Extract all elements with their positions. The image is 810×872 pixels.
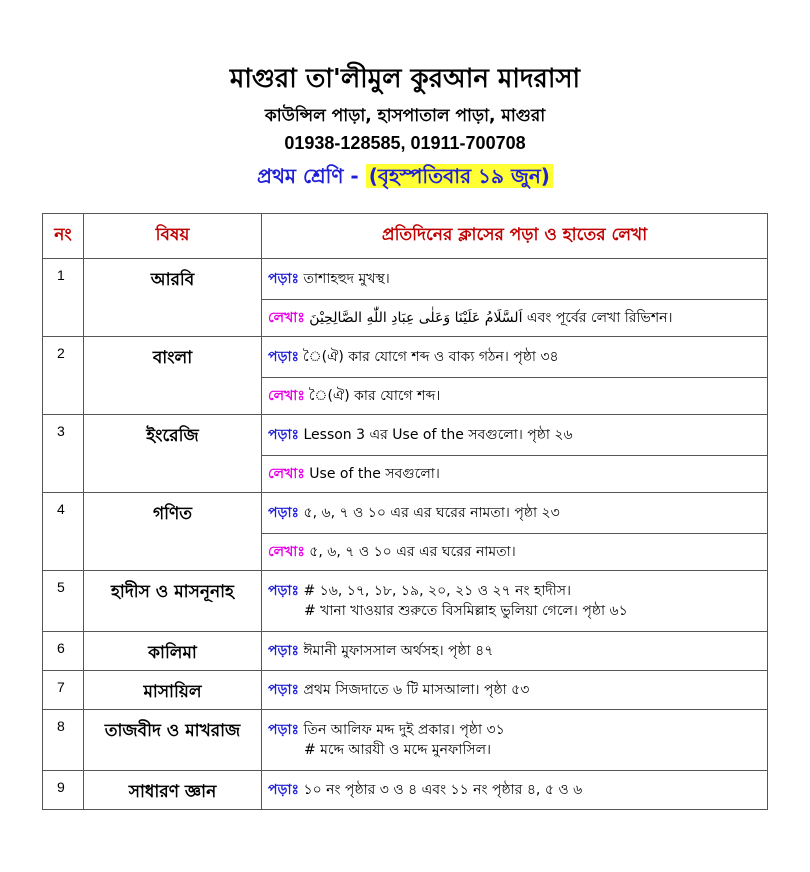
work-line <box>268 269 761 289</box>
row-number: 7 <box>43 671 84 710</box>
work-cell <box>262 378 768 415</box>
read-label: পড়াঃ <box>268 427 300 443</box>
table-row <box>43 493 768 534</box>
work-line <box>268 542 761 562</box>
work-extra-line: # খানা খাওয়ার শুরুতে বিসমিল্লাহ ভুলিয়া গেলে। পৃষ্ঠা ৬১ <box>304 603 628 619</box>
table-row <box>43 771 768 810</box>
row-subject: বাংলা <box>84 337 262 415</box>
work-text: তাশাহহুদ মুখস্থ। <box>299 271 390 287</box>
work-text: اَلسَّلَامُ عَلَيْنَا وَعَلٰى عِبَادِ اللّٰهِ الصَّالِحِيْنَ এবং পূর্বের লেখা রিভিশন। <box>304 310 673 326</box>
work-cell <box>262 337 768 378</box>
read-label: পড়াঃ <box>268 583 300 599</box>
work-cell <box>262 300 768 337</box>
work-text: Use of the সবগুলো। <box>304 466 440 482</box>
madrasa-address: কাউন্সিল পাড়া, হাসপাতাল পাড়া, মাগুরা <box>264 106 546 126</box>
work-line <box>268 641 761 661</box>
read-label: পড়াঃ <box>268 271 300 287</box>
row-subject: হাদীস ও মাসনূনাহ <box>84 571 262 632</box>
header-number: নং <box>43 214 84 259</box>
write-label: লেখাঃ <box>268 466 305 482</box>
work-text: Lesson 3 এর Use of the সবগুলো। পৃষ্ঠা ২৬ <box>299 427 573 443</box>
row-subject: মাসায়িল <box>84 671 262 710</box>
work-text: ঈমানী মুফাসসাল অর্থসহ। পৃষ্ঠা ৪৭ <box>299 643 494 659</box>
row-number: 6 <box>43 632 84 671</box>
row-subject: আরবি <box>84 259 262 337</box>
row-subject: কালিমা <box>84 632 262 671</box>
work-line <box>268 581 761 601</box>
table-row <box>43 671 768 710</box>
write-label: লেখাঃ <box>268 388 305 404</box>
phone-numbers: 01938-128585, 01911-700708 <box>284 133 526 153</box>
row-number: 2 <box>43 337 84 415</box>
read-label: পড়াঃ <box>268 505 300 521</box>
work-line <box>268 503 761 523</box>
work-line <box>268 464 761 484</box>
separator: - <box>343 164 366 188</box>
header-work: প্রতিদিনের ক্লাসের পড়া ও হাতের লেখা <box>262 214 768 259</box>
class-work-table <box>42 213 768 810</box>
table-row <box>43 415 768 456</box>
read-label: পড়াঃ <box>268 782 300 798</box>
work-line <box>268 720 761 740</box>
table-row <box>43 632 768 671</box>
work-text: প্রথম সিজদাতে ৬ টি মাসআলা। পৃষ্ঠা ৫৩ <box>299 682 530 698</box>
row-number: 1 <box>43 259 84 337</box>
work-text: ৈ(ঐ) কার যোগে শব্দ ও বাক্য গঠন। পৃষ্ঠা ৩৪ <box>299 349 559 365</box>
work-cell <box>262 493 768 534</box>
write-label: লেখাঃ <box>268 310 305 326</box>
work-line <box>268 425 761 445</box>
table-row <box>43 259 768 300</box>
work-line <box>268 308 761 328</box>
work-cell <box>262 671 768 710</box>
row-number: 9 <box>43 771 84 810</box>
work-cell <box>262 415 768 456</box>
row-subject: সাধারণ জ্ঞান <box>84 771 262 810</box>
work-line <box>268 386 761 406</box>
write-label: লেখাঃ <box>268 544 305 560</box>
madrasa-title: মাগুরা তা'লীমুল কুরআন মাদরাসা <box>229 64 581 94</box>
class-line <box>0 162 810 195</box>
work-text: ১০ নং পৃষ্ঠার ৩ ও ৪ এবং ১১ নং পৃষ্ঠার ৪, ৫ ও ৬ <box>299 782 583 798</box>
work-cell <box>262 456 768 493</box>
row-number: 4 <box>43 493 84 571</box>
work-cell <box>262 259 768 300</box>
work-text: # ১৬, ১৭, ১৮, ১৯, ২০, ২১ ও ২৭ নং হাদীস। <box>299 583 571 599</box>
work-extra-line: # মদ্দে আরযী ও মদ্দে মুনফাসিল। <box>304 742 492 758</box>
row-subject: তাজবীদ ও মাখরাজ <box>84 710 262 771</box>
read-label: পড়াঃ <box>268 722 300 738</box>
table-row <box>43 571 768 632</box>
work-cell <box>262 534 768 571</box>
row-number: 8 <box>43 710 84 771</box>
class-name: প্রথম শ্রেণি <box>257 164 344 188</box>
work-cell <box>262 710 768 771</box>
read-label: পড়াঃ <box>268 682 300 698</box>
work-line <box>268 347 761 367</box>
work-text: ৈ(ঐ) কার যোগে শব্দ। <box>304 388 441 404</box>
work-line <box>268 780 761 800</box>
table-row <box>43 337 768 378</box>
work-cell <box>262 632 768 671</box>
row-subject: গণিত <box>84 493 262 571</box>
read-label: পড়াঃ <box>268 643 300 659</box>
work-cell <box>262 571 768 632</box>
work-text: ৫, ৬, ৭ ও ১০ এর এর ঘরের নামতা। পৃষ্ঠা ২৩ <box>299 505 560 521</box>
work-cell <box>262 771 768 810</box>
read-label: পড়াঃ <box>268 349 300 365</box>
row-number: 3 <box>43 415 84 493</box>
work-line <box>268 680 761 700</box>
day-date-highlight: (বৃহস্পতিবার ১৯ জুন) <box>366 164 553 188</box>
row-number: 5 <box>43 571 84 632</box>
table-row <box>43 710 768 771</box>
row-subject: ইংরেজি <box>84 415 262 493</box>
table-header-row <box>43 214 768 259</box>
header-subject: বিষয় <box>84 214 262 259</box>
work-text: তিন আলিফ মদ্দ দুই প্রকার। পৃষ্ঠা ৩১ <box>299 722 505 738</box>
work-text: ৫, ৬, ৭ ও ১০ এর এর ঘরের নামতা। <box>304 544 516 560</box>
